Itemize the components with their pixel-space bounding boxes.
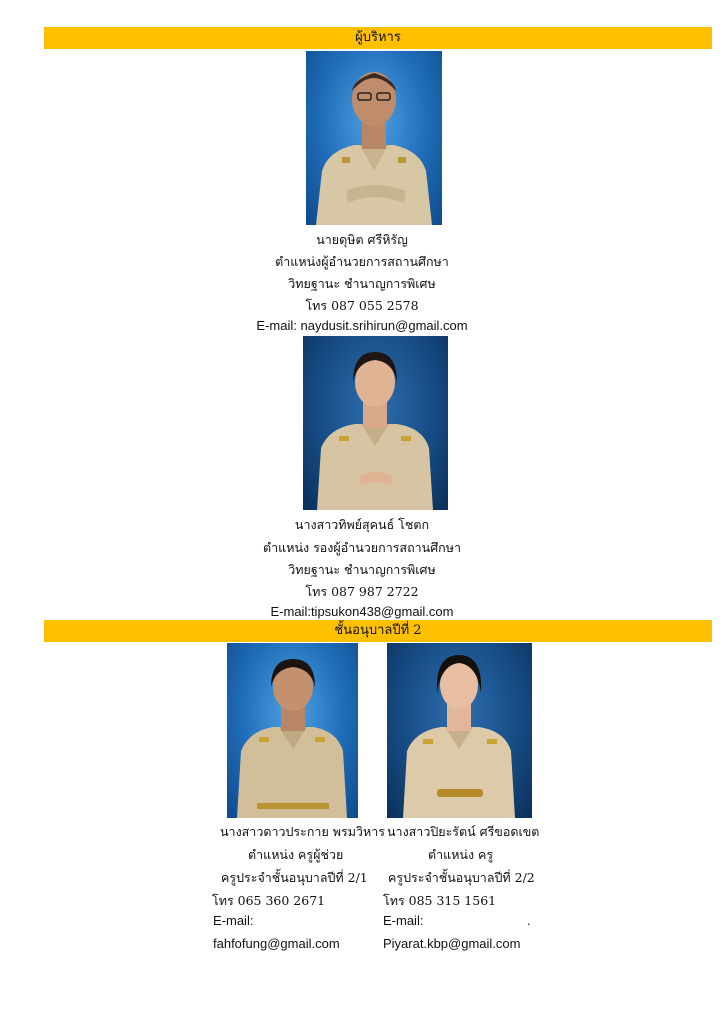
teacher2-phone: โทร 085 315 1561 [383,893,497,908]
deputy-position: ตำแหน่ง รองผู้อำนวยการสถานศึกษา [263,540,461,555]
section-heading-kindergarten: ชั้นอนุบาลปีที่ 2 [44,620,712,642]
teacher1-role: ครูประจำชั้นอนุบาลปีที่ 2/1 [221,870,368,885]
deputy-rank: วิทยฐานะ ชำนาญการพิเศษ [288,562,436,577]
deputy-email: E-mail:tipsukon438@gmail.com [270,604,454,619]
director-name: นายดุษิต ศรีหิรัญ [316,232,408,247]
director-photo [306,51,442,225]
teacher1-email-label: E-mail: [213,913,254,928]
teacher2-email-label: E-mail: [383,913,424,928]
section-heading-admin: ผู้บริหาร [44,27,712,49]
teacher1-position: ตำแหน่ง ครูผู้ช่วย [248,847,344,862]
director-position: ตำแหน่งผู้อำนวยการสถานศึกษา [275,254,449,269]
deputy-name: นางสาวทิพย์สุคนธ์ โชตก [294,517,430,532]
teacher1-email: fahfofung@gmail.com [213,936,340,951]
teacher2-position: ตำแหน่ง ครู [428,847,494,862]
teacher2-name: นางสาวปิยะรัตน์ ศรีขอดเขต [387,824,540,839]
teacher2-email-dot: . [527,913,531,928]
teacher2-email: Piyarat.kbp@gmail.com [383,936,521,951]
teacher2-role: ครูประจำชั้นอนุบาลปีที่ 2/2 [388,870,535,885]
deputy-phone: โทร 087 987 2722 [305,584,419,599]
deputy-photo [303,336,448,510]
teacher2-photo [387,643,532,818]
teacher1-name: นางสาวดาวประกาย พรมวิหาร [220,824,385,839]
teacher1-phone: โทร 065 360 2671 [212,893,326,908]
director-email: E-mail: naydusit.srihirun@gmail.com [256,318,468,333]
director-rank: วิทยฐานะ ชำนาญการพิเศษ [288,276,436,291]
director-phone: โทร 087 055 2578 [305,298,419,313]
teacher1-photo [227,643,358,818]
